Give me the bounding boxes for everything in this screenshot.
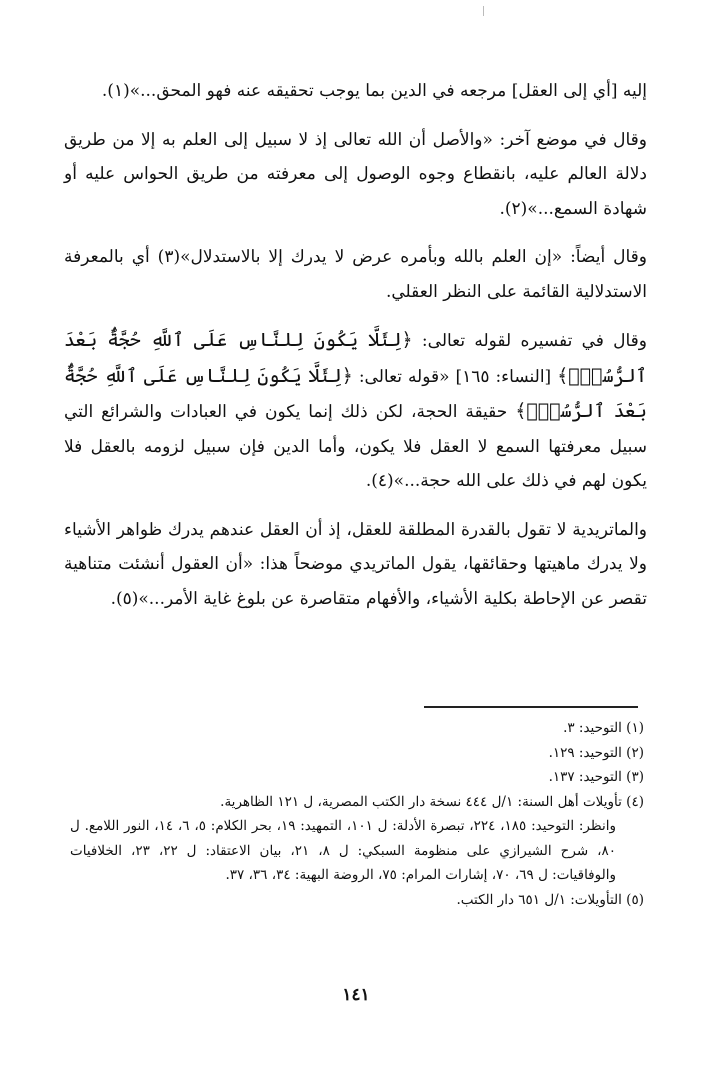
main-text [64,74,647,630]
footnote-5: (٥) التأويلات: ١/ل ٦٥١ دار الكتب. [456,891,644,908]
paragraph-4-intro: وقال في تفسيره لقوله تعالى: [412,331,647,351]
footnote-2: (٢) التوحيد: ١٢٩. [548,744,644,761]
paragraph-4 [64,323,647,499]
footnote-divider [424,706,638,708]
quran-verse-1: ﴿لِئَلَّا يَكُونَ لِلنَّاسِ عَلَى ٱللَّهِ حُجَّةٌۢ بَعْدَ ٱلرُّسُلِۚ﴾ [64,329,647,387]
paragraph-3: وقال أيضاً: «إن العلم بالله وبأمره عرض لا يدرك إلا بالاستدلال»(٣) أي بالمعرفة الاستدلالية القائمة على النظر العقلي. [64,247,647,302]
paragraph-4-rest: حقيقة الحجة، لكن ذلك إنما يكون في العبادات والشرائع التي سبيل معرفتها السمع لا العقل فلا يكون، وأما الدين فإن سبيل لزومه بالعقل فلا يكون لهم في ذلك على الله حجة...»(٤). [64,402,647,491]
footnote-4-continuation: وانظر: التوحيد: ١٨٥، ٢٢٤، تبصرة الأدلة: ل ١٠١، التمهيد: ١٩، بحر الكلام: ٥، ٦، ١٤، النور اللامع. ل ٨٠، شرح الشيرازي على منظومة السبكي: ل ٨، ٢١، بيان الاعتقاد: ل ٢٢، ٢٣، الخلافيات والوفاقيات: ل ٦٩، ٧٠، إشارات المرام: ٧٥، الروضة البهية: ٣٤، ٣٦، ٣٧. [70,818,616,883]
quran-verse-2: ﴿لِئَلَّا يَكُونَ لِلنَّاسِ عَلَى ٱللَّهِ حُجَّةٌۢ بَعْدَ ٱلرُّسُلِۚ﴾ [64,364,648,422]
edge-mark [483,6,484,16]
footnotes [70,716,644,912]
paragraph-1: إليه [أي إلى العقل] مرجعه في الدين بما يوجب تحقيقه عنه فهو المحق...»(١). [101,81,647,101]
footnote-3: (٣) التوحيد: ١٣٧. [548,769,644,785]
page-number: ١٤١ [342,985,370,1005]
verse-citation: [النساء: ١٦٥] «قوله تعالى: [352,366,558,387]
paragraph-5: والماتريدية لا تقول بالقدرة المطلقة للعقل، إذ أن العقل عندهم يدرك ظواهر الأشياء ولا يدرك ماهيتها وحقائقها، يقول الماتريدي موضحاً هذا: «أن العقول أنشئت متناهية تقصر عن الإحاطة بكلية الأشياء، والأفهام متقاصرة عن بلوغ غاية الأمر...»(٥). [64,519,647,609]
footnote-1: (١) التوحيد: ٣. [563,720,644,736]
paragraph-2: وقال في موضع آخر: «والأصل أن الله تعالى إذ لا سبيل إلى العلم به إلا من طريق دلالة العالم عليه، بانقطاع وجوه الوصول إلى معرفته من طريق الحواس عليه أو شهادة السمع...»(٢). [64,129,647,219]
footnote-4: (٤) تأويلات أهل السنة: ١/ل ٤٤٤ نسخة دار الكتب المصرية، ل ١٢١ الظاهرية. [220,793,644,810]
